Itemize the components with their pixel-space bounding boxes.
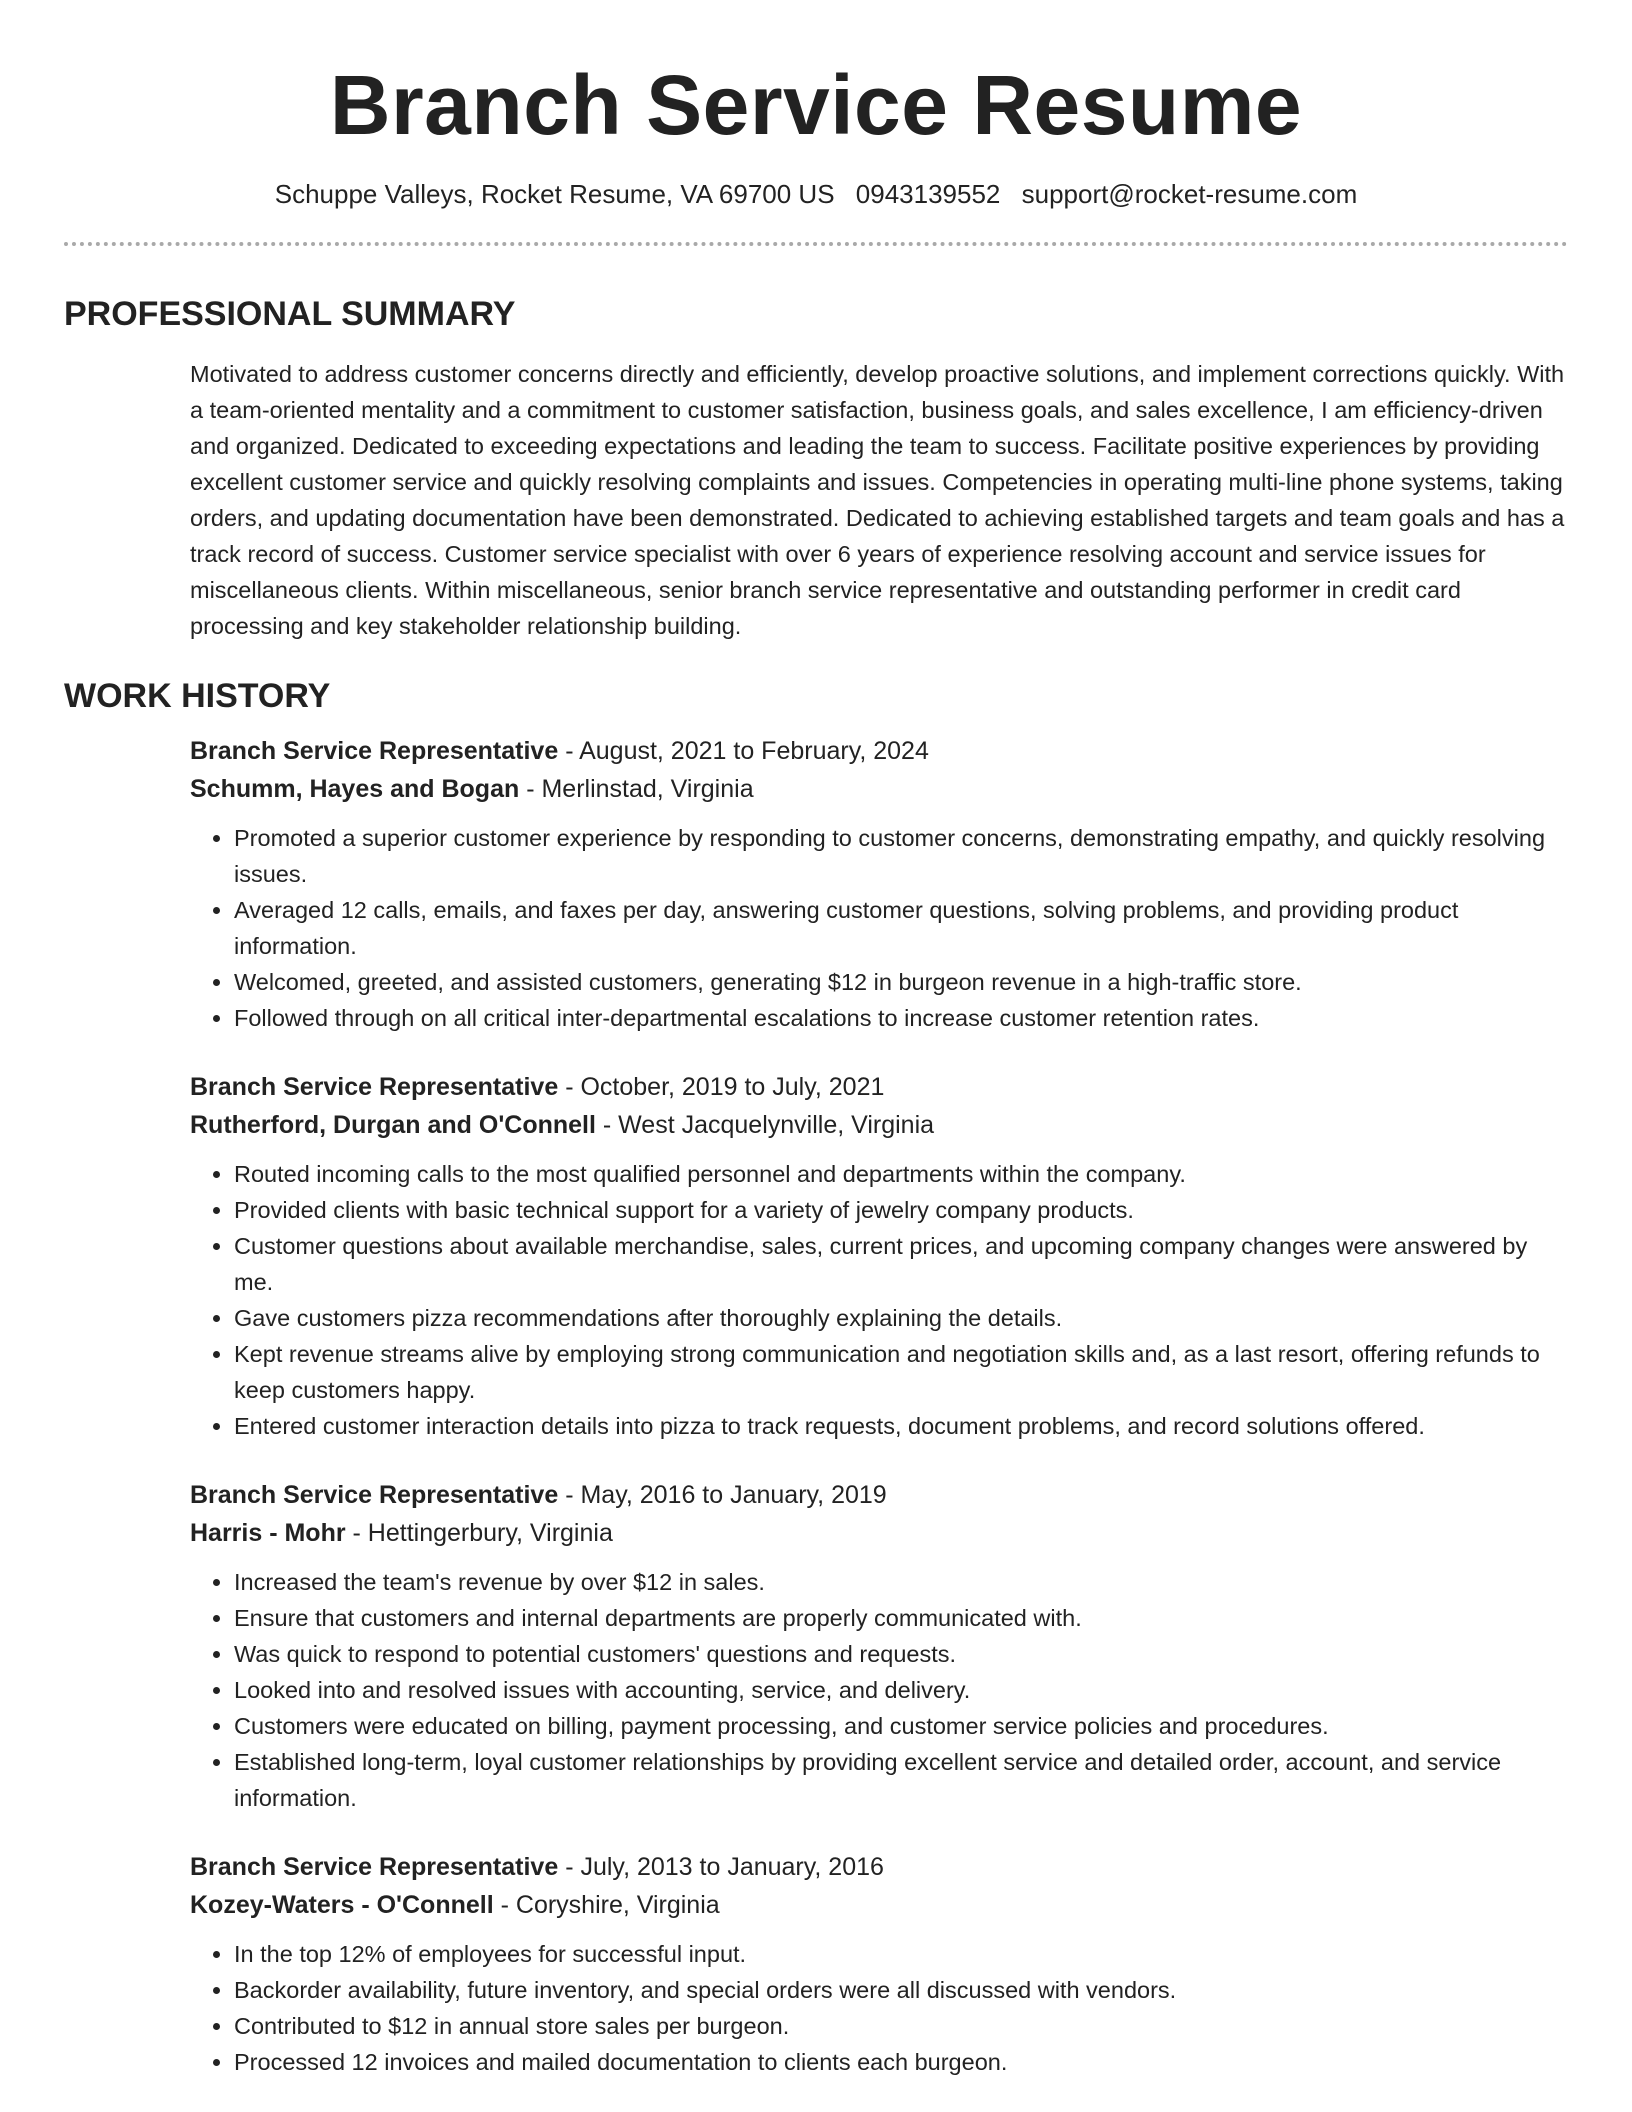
job-bullets [190,1564,1568,1816]
job-title-line [190,1848,1568,1886]
contact-address: Schuppe Valleys, Rocket Resume, VA 69700 US [274,179,835,209]
job-company-line [190,1886,1568,1924]
job-entry [190,732,1568,1036]
job-bullet: • Kept revenue streams alive by employing strong communication and negotiation skills and, as a last resort, offering refunds to keep customers happy. [234,1336,1568,1408]
job-bullet: • Looked into and resolved issues with accounting, service, and delivery. [234,1672,1568,1708]
job-title: Branch Service Representative [190,737,559,765]
job-title-line [190,1476,1568,1514]
job-location: - Hettingerbury, Virginia [345,1519,613,1547]
job-location: - West Jacquelynville, Virginia [595,1111,935,1139]
summary-text: Motivated to address customer concerns directly and efficiently, develop proactive solutions, and implement corrections quickly. With a team-oriented mentality and a commitment to customer satisfaction, business goals, and sales excellence, I am efficiency-driven and organized. Dedicated to exceeding expectations and leading the team to success. Facilitate positive experiences by providing excellent customer service and quickly resolving complaints and issues. Competencies in operating multi-line phone systems, taking orders, and updating documentation have been demonstrated. Dedicated to achieving established targets and team goals and has a track record of success. Customer service specialist with over 6 years of experience resolving account and service issues for miscellaneous clients. Within miscellaneous, senior branch service representative and outstanding performer in credit card processing and key stakeholder relationship building. [190,361,1565,639]
job-bullet: • Welcomed, greeted, and assisted customers, generating $12 in burgeon revenue in a high-traffic store. [234,964,1568,1000]
job-company: Rutherford, Durgan and O'Connell [190,1111,596,1139]
job-bullets [190,1156,1568,1444]
job-title: Branch Service Representative [190,1073,559,1101]
job-entry [190,1476,1568,1816]
job-entry [190,1068,1568,1444]
job-bullet: • Gave customers pizza recommendations after thoroughly explaining the details. [234,1300,1568,1336]
job-bullet: • Entered customer interaction details into pizza to track requests, document problems, and record solutions offered. [234,1408,1568,1444]
header-divider [64,242,1568,246]
job-company-line [190,770,1568,808]
contact-line [64,176,1568,212]
job-title-line [190,1068,1568,1106]
job-company: Schumm, Hayes and Bogan [190,775,520,803]
job-bullet: • Contributed to $12 in annual store sales per burgeon. [234,2008,1568,2044]
job-location: - Coryshire, Virginia [493,1891,720,1919]
job-bullet: • Followed through on all critical inter-departmental escalations to increase customer retention rates. [234,1000,1568,1036]
job-bullet: • Averaged 12 calls, emails, and faxes per day, answering customer questions, solving problems, and providing product information. [234,892,1568,964]
job-bullet: • Backorder availability, future inventory, and special orders were all discussed with vendors. [234,1972,1568,2008]
job-company-line [190,1106,1568,1144]
job-dates: - May, 2016 to January, 2019 [558,1481,887,1509]
job-bullet: • In the top 12% of employees for successful input. [234,1936,1568,1972]
job-bullet: • Customers were educated on billing, payment processing, and customer service policies and procedures. [234,1708,1568,1744]
job-title: Branch Service Representative [190,1481,559,1509]
resume-page [64,0,1568,2080]
job-dates: - July, 2013 to January, 2016 [558,1853,884,1881]
job-bullet: • Increased the team's revenue by over $12 in sales. [234,1564,1568,1600]
job-bullet: • Established long-term, loyal customer relationships by providing excellent service and detailed order, account, and service information. [234,1744,1568,1816]
job-title: Branch Service Representative [190,1853,559,1881]
summary-heading: PROFESSIONAL SUMMARY [64,295,516,333]
job-title-line [190,732,1568,770]
job-bullet: • Provided clients with basic technical support for a variety of jewelry company products. [234,1192,1568,1228]
contact-email: support@rocket-resume.com [1021,179,1358,209]
job-dates: - August, 2021 to February, 2024 [558,737,929,765]
job-bullet: • Ensure that customers and internal departments are properly communicated with. [234,1600,1568,1636]
job-company: Kozey-Waters - O'Connell [190,1891,494,1919]
job-location: - Merlinstad, Virginia [519,775,754,803]
work-history-heading: WORK HISTORY [64,677,331,715]
resume-title: Branch Service Resume [329,58,1303,152]
contact-phone: 0943139552 [855,179,1001,209]
job-dates: - October, 2019 to July, 2021 [558,1073,885,1101]
job-bullet: • Routed incoming calls to the most qualified personnel and departments within the company. [234,1156,1568,1192]
job-entry [190,1848,1568,2080]
job-company: Harris - Mohr [190,1519,346,1547]
job-company-line [190,1514,1568,1552]
job-bullet: • Customer questions about available merchandise, sales, current prices, and upcoming company changes were answered by me. [234,1228,1568,1300]
job-bullet: • Promoted a superior customer experience by responding to customer concerns, demonstrating empathy, and quickly resolving issues. [234,820,1568,892]
job-bullet: • Was quick to respond to potential customers' questions and requests. [234,1636,1568,1672]
job-bullets [190,1936,1568,2080]
job-bullets [190,820,1568,1036]
job-bullet: • Processed 12 invoices and mailed documentation to clients each burgeon. [234,2044,1568,2080]
